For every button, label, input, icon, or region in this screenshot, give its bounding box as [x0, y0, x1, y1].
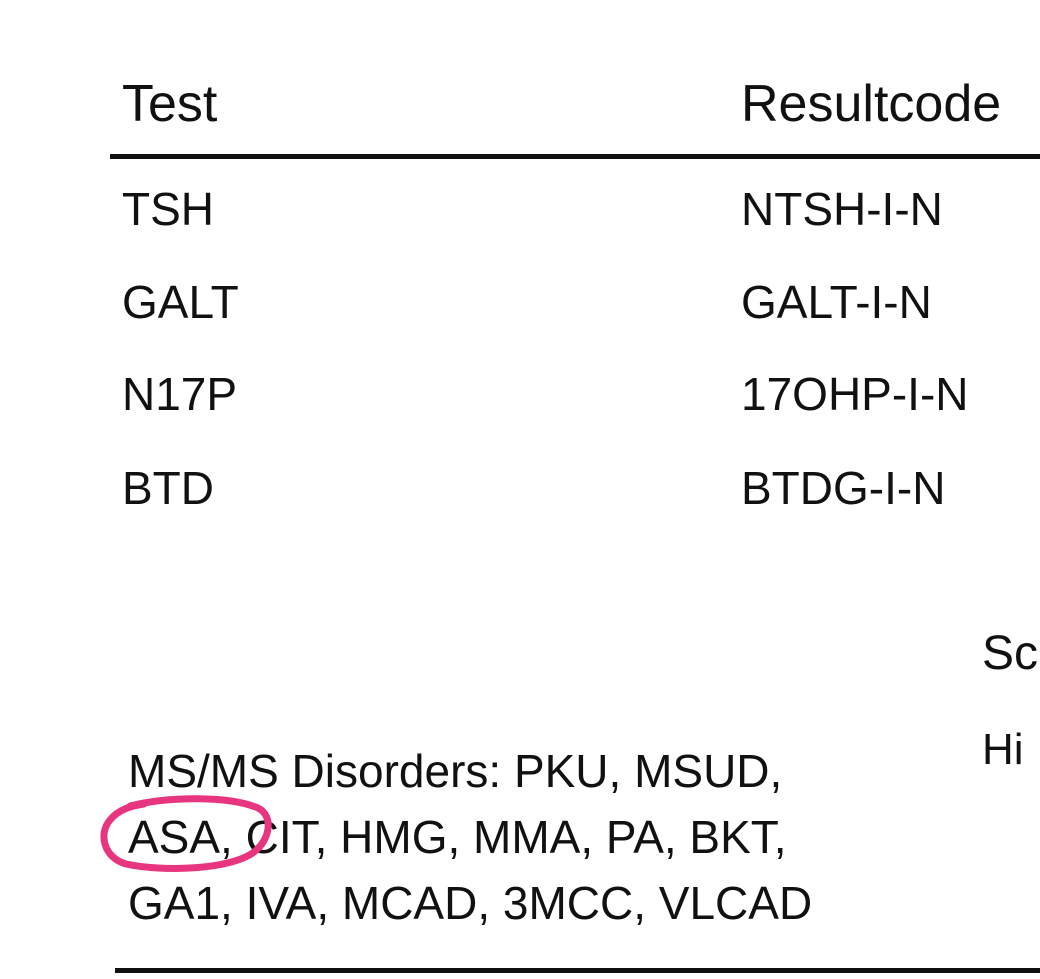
- cell-test: N17P: [122, 368, 238, 420]
- column-header-test: Test: [122, 75, 218, 133]
- highlighted-term-text: ASA: [128, 811, 221, 863]
- msms-disorders-paragraph: [128, 738, 1008, 936]
- cell-resultcode: BTDG-I-N: [741, 462, 946, 514]
- cell-resultcode: NTSH-I-N: [741, 183, 943, 235]
- msms-line-1: MS/MS Disorders: PKU, MSUD,: [128, 745, 783, 797]
- cut-off-text-upper: Sc: [982, 627, 1039, 680]
- table-row: [0, 183, 1024, 246]
- cell-test: TSH: [122, 183, 214, 235]
- cell-resultcode: 17OHP-I-N: [741, 368, 969, 420]
- highlighted-term: [128, 804, 220, 870]
- header-rule: [110, 154, 1040, 159]
- table-row: [0, 276, 1024, 339]
- msms-line-2-rest: , CIT, HMG, MMA, PA, BKT,: [220, 811, 787, 863]
- msms-line-2: [128, 804, 1008, 870]
- column-header-resultcode: Resultcode: [741, 75, 1002, 133]
- bottom-rule: [115, 968, 1040, 973]
- cut-off-text-lower: Hi: [982, 725, 1024, 774]
- cell-resultcode: GALT-I-N: [741, 276, 932, 328]
- cell-test: GALT: [122, 276, 239, 328]
- table-row: [0, 462, 1024, 525]
- msms-line-3: GA1, IVA, MCAD, 3MCC, VLCAD: [128, 877, 813, 929]
- table-row: [0, 368, 1024, 431]
- cell-test: BTD: [122, 462, 214, 514]
